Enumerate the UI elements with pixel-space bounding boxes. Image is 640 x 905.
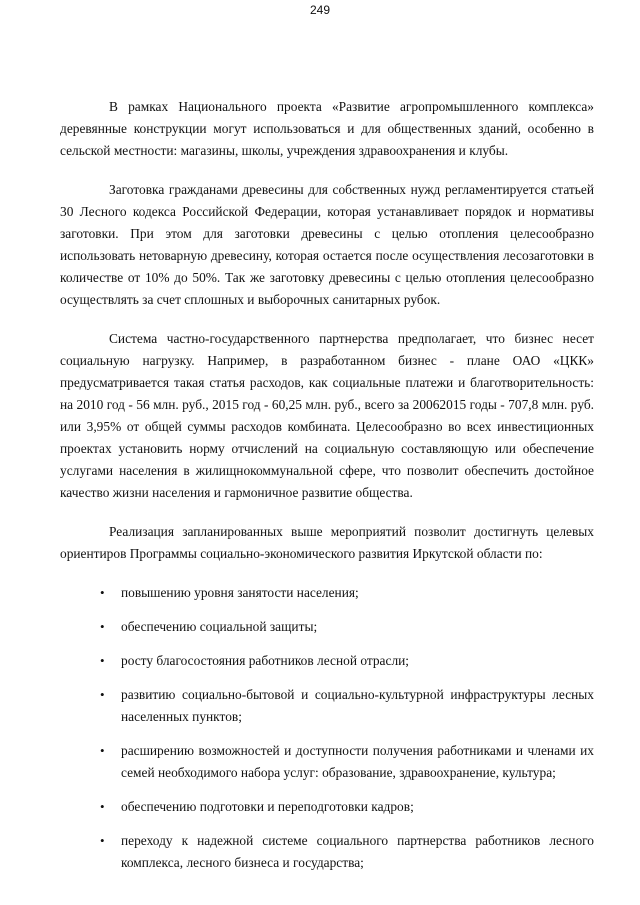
list-item: [60, 684, 594, 728]
list-item: [60, 740, 594, 784]
list-item-text: расширению возможностей и доступности получения работниками и членами их семей необходимого набора услуг: образование, здравоохранение, культура;: [121, 743, 594, 780]
list-item: [60, 650, 594, 672]
bullet-icon: •: [100, 585, 105, 600]
bullet-icon: •: [100, 687, 105, 702]
list-item-text: росту благосостояния работников лесной отрасли;: [121, 653, 410, 668]
bullet-icon: •: [100, 743, 105, 758]
list-item-text: развитию социально-бытовой и социально-культурной инфраструктуры лесных населенных пунктов;: [121, 687, 594, 724]
list-item: [60, 796, 594, 818]
paragraph: Реализация запланированных выше мероприятий позволит достигнуть целевых ориентиров Программы социально-экономического развития Иркутской области по:: [60, 524, 594, 561]
bullet-icon: •: [100, 833, 105, 848]
list-item: [60, 582, 594, 604]
page-number: 249: [309, 3, 331, 17]
document-body: [60, 96, 594, 886]
bullet-icon: •: [100, 799, 105, 814]
list-item: [60, 830, 594, 874]
paragraph: В рамках Национального проекта «Развитие агропромышленного комплекса» деревянные конструкции могут использоваться и для общественных зданий, особенно в сельской местности: магазины, школы, учреждения здравоохранения и клубы.: [60, 99, 594, 158]
list-item-text: повышению уровня занятости населения;: [121, 585, 359, 600]
list-item: [60, 616, 594, 638]
paragraph: Заготовка гражданами древесины для собственных нужд регламентируется статьей 30 Лесного кодекса Российской Федерации, которая устанавливает порядок и нормативы заготовки. При этом для заготовки древесины с целью отопления целесообразно использовать нетоварную древесину, которая остается после осуществления лесозаготовки в количестве от 10% до 50%. Так же заготовку древесины с целью отопления целесообразно осуществлять за счет сплошных и выборочных санитарных рубок.: [60, 182, 594, 307]
paragraph: Система частно-государственного партнерства предполагает, что бизнес несет социальную нагрузку. Например, в разработанном бизнес - плане ОАО «ЦКК» предусматривается такая статья расходов, как социальные платежи и благотворительность: на 2010 год - 56 млн. руб., 2015 год - 60,25 млн. руб., всего за 20062015 годы - 707,8 млн. руб. или 3,95% от общей суммы расходов комбината. Целесообразно во всех инвестиционных проектах установить норму отчислений на социальную составляющую или обеспечение услугами населения в жилищнокоммунальной сфере, что позволит обеспечить достойное качество жизни населения и гармоничное развитие общества.: [60, 331, 594, 500]
list-item-text: обеспечению социальной защиты;: [121, 619, 318, 634]
bullet-list: [60, 582, 594, 874]
bullet-icon: •: [100, 653, 105, 668]
bullet-icon: •: [100, 619, 105, 634]
list-item-text: переходу к надежной системе социального партнерства работников лесного комплекса, лесного бизнеса и государства;: [121, 833, 594, 870]
list-item-text: обеспечению подготовки и переподготовки кадров;: [121, 799, 414, 814]
